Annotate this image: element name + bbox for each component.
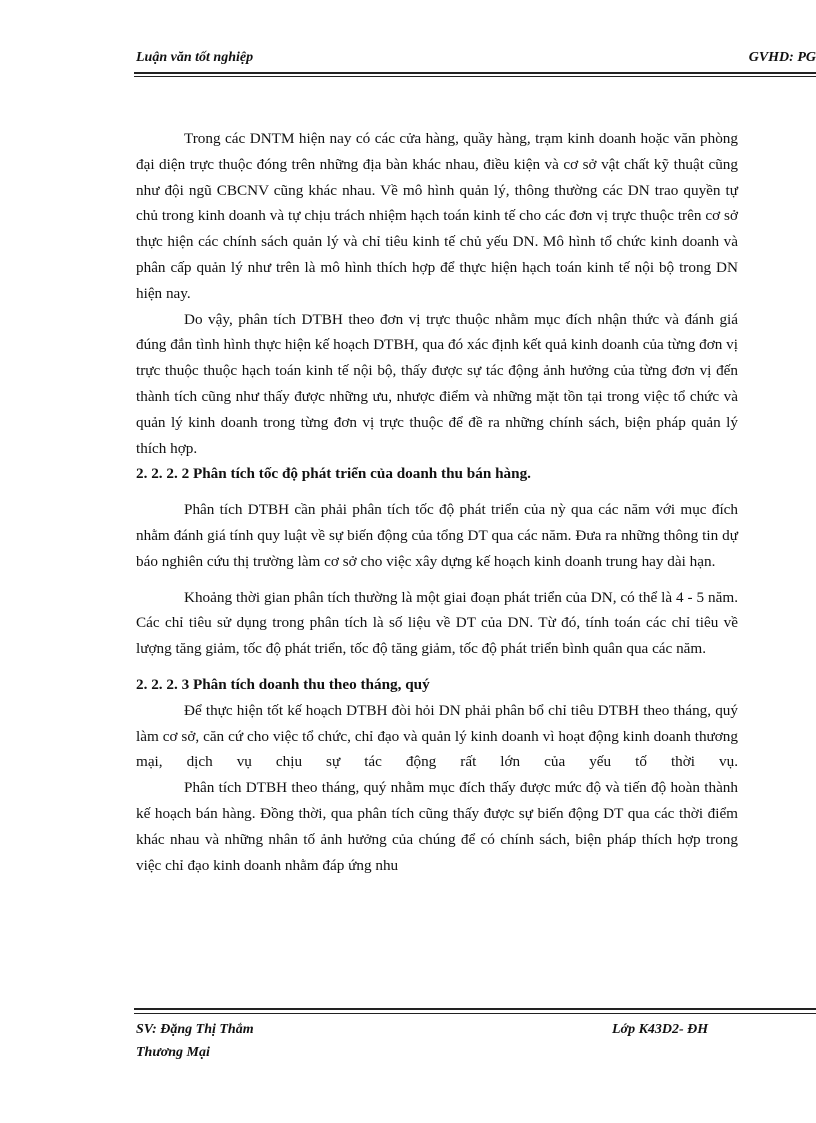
paragraph-6: Phân tích DTBH theo tháng, quý nhằm mục đích thấy được mức độ và tiến độ hoàn thành kế hoạch bán hàng. Đồng thời, qua phân tích cũng thấy được sự biến động DT qua các thời điểm khác nhau và những nhân tố ảnh hưởng của chúng để có chính sách, biện pháp thích hợp trong việc chỉ đạo kinh doanh nhằm đáp ứng nhu bbox=[136, 779, 738, 874]
footer-class: Lớp K43D2- ĐH bbox=[612, 1022, 709, 1037]
paragraph-2: Do vậy, phân tích DTBH theo đơn vị trực thuộc nhằm mục đích nhận thức và đánh giá đúng đắn tình hình thực hiện kế hoạch DTBH, qua đó xác định kết quả kinh doanh của từng đơn vị trực thuộc thuộc hạch toán kinh tế nội bộ, thấy được sự tác động ảnh hưởng của từng đơn vị đến thành tích cũng như thấy được những ưu, nhược điểm và những mặt tồn tại trong việc tổ chức và quản lý kinh doanh trong từng đơn vị trực thuộc để đề ra những chính sách, biện pháp quản lý thích hợp. bbox=[136, 310, 738, 457]
paragraph-4: Khoảng thời gian phân tích thường là một giai đoạn phát triển của DN, có thể là 4 - 5 năm. Các chỉ tiêu sử dụng trong phân tích là số liệu về DT của DN. Từ đó, tính toán các chỉ tiêu về lượng tăng giảm, tốc độ phát triển, tốc độ tăng giảm, tốc độ phát triển bình quân qua các năm. bbox=[136, 588, 738, 658]
page-body bbox=[136, 126, 738, 878]
paragraph-1: Trong các DNTM hiện nay có các cửa hàng, quầy hàng, trạm kinh doanh hoặc văn phòng đại diện trực thuộc đóng trên những địa bàn khác nhau, điều kiện và cơ sở vật chất kỹ thuật cũng như đội ngũ CBCNV cũng khác nhau. Về mô hình quản lý, thông thường các DN trao quyền tự chủ trong kinh doanh và tự chịu trách nhiệm hạch toán kinh tế cho các đơn vị trực thuộc trên cơ sở thực hiện các chính sách quản lý và chỉ tiêu kinh tế chủ yếu DN. Mô hình tổ chức kinh doanh và phân cấp quản lý như trên là mô hình thích hợp để thực hiện hạch toán kinh tế nội bộ trong DN hiện nay. bbox=[136, 130, 738, 302]
header-advisor: GVHD: PG bbox=[748, 50, 816, 65]
footer-university: Thương Mại bbox=[136, 1045, 210, 1060]
header-rule bbox=[134, 72, 816, 74]
header-title: Luận văn tốt nghiệp bbox=[136, 50, 254, 65]
footer-rule bbox=[134, 1008, 816, 1010]
footer-rule-thin bbox=[134, 1013, 816, 1014]
section-heading-2223: 2. 2. 2. 3 Phân tích doanh thu theo tháng, quý bbox=[136, 675, 430, 693]
footer-student: SV: Đặng Thị Thắm bbox=[136, 1022, 254, 1037]
section-heading-2222: 2. 2. 2. 2 Phân tích tốc độ phát triển của doanh thu bán hàng. bbox=[136, 465, 531, 483]
paragraph-3: Phân tích DTBH cần phải phân tích tốc độ phát triển của nỳ qua các năm với mục đích nhằm đánh giá tính quy luật về sự biến động của tổng DT qua các năm. Đưa ra những thông tin dự báo nghiên cứu thị trường làm cơ sở cho việc xây dựng kế hoạch kinh doanh trung hay dài hạn. bbox=[136, 501, 738, 570]
header-rule-thin bbox=[134, 76, 816, 77]
paragraph-5: Để thực hiện tốt kế hoạch DTBH đòi hỏi DN phải phân bổ chỉ tiêu DTBH theo tháng, quý làm cơ sở, căn cứ cho việc tổ chức, chỉ đạo và quản lý kinh doanh vì hoạt động kinh doanh thương mại, dịch vụ chịu sự tác động rất lớn của yếu tố thời vụ. bbox=[136, 701, 738, 771]
